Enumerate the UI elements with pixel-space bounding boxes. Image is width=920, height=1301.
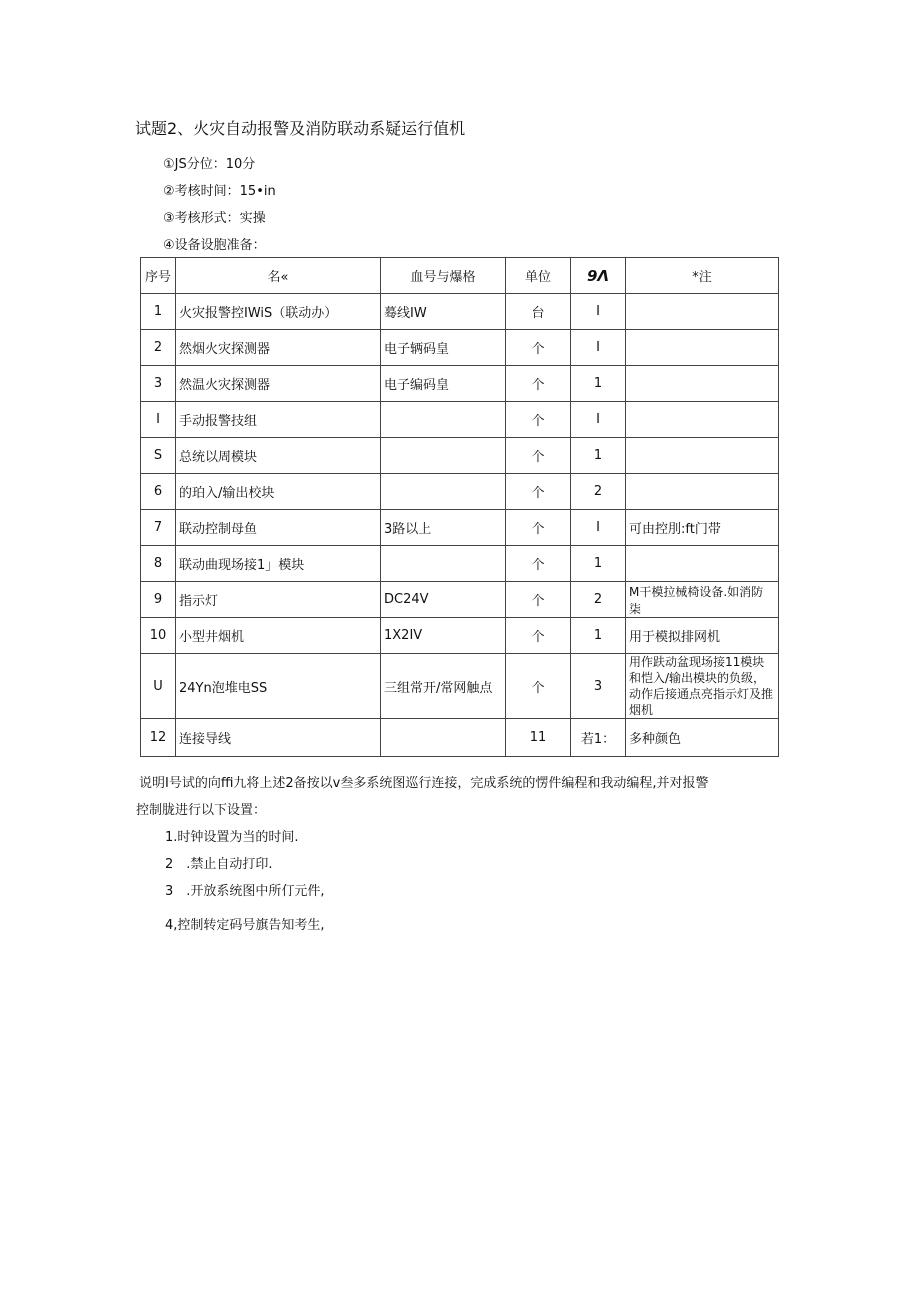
header-quantity: 9Λ (571, 258, 626, 294)
cell-name: 然温火灾探测器 (176, 366, 381, 402)
cell-name: 连接导线 (176, 719, 381, 757)
cell-unit: 个 (506, 546, 571, 582)
cell-unit: 个 (506, 402, 571, 438)
header-name: 名« (176, 258, 381, 294)
cell-model (381, 546, 506, 582)
cell-unit: 个 (506, 438, 571, 474)
cell-model: 3路以上 (381, 510, 506, 546)
cell-quantity: I (571, 402, 626, 438)
note-line-1: 说明I号试的向ffi九将上述2备按以v叁多系统图巡行连接，完成系统的愣件编程和我动编程,并对报警 (139, 776, 709, 791)
cell-remark: 用于模拟排网机 (626, 618, 779, 654)
cell-quantity: 1 (571, 618, 626, 654)
table-row (141, 294, 779, 330)
cell-model: DC24V (381, 582, 506, 618)
table-header-row (141, 258, 779, 294)
cell-remark (626, 438, 779, 474)
cell-quantity: I (571, 330, 626, 366)
cell-model: 三组常开/常网触点 (381, 654, 506, 719)
cell-remark (626, 294, 779, 330)
cell-unit: 个 (506, 618, 571, 654)
time-info: ②考核时间：15•in (163, 184, 276, 199)
setting-item-1: 1.时钟设置为当的时间. (165, 830, 299, 845)
table-row (141, 330, 779, 366)
setting-item-3: 3 .开放系统图中所仃元件, (165, 884, 325, 899)
cell-name: 联动曲现场接1」模块 (176, 546, 381, 582)
cell-unit: 11 (506, 719, 571, 757)
cell-name: 火灾报警控IWiS（联动办） (176, 294, 381, 330)
cell-remark: 可由控刖:ft门带 (626, 510, 779, 546)
cell-name: 总统以周模块 (176, 438, 381, 474)
cell-remark (626, 366, 779, 402)
cell-quantity: 1 (571, 366, 626, 402)
page-title: 试题2、火灾自动报警及消防联动系疑运行值机 (135, 119, 466, 138)
cell-quantity: I (571, 510, 626, 546)
note-line-2: 控制胧进行以下设置： (136, 803, 267, 818)
cell-index: 2 (141, 330, 176, 366)
cell-model: 1X2IV (381, 618, 506, 654)
cell-remark: 用作趺动盆现场接11模块和恺入/输出模块的负级，动作后接通点亮指示灯及推烟机 (626, 654, 779, 719)
cell-index: 8 (141, 546, 176, 582)
cell-unit: 个 (506, 582, 571, 618)
table-row (141, 510, 779, 546)
cell-name: 小型井烟机 (176, 618, 381, 654)
cell-quantity: 2 (571, 474, 626, 510)
cell-quantity: 若1： (571, 719, 626, 757)
equipment-info: ④设备设胞准备： (163, 238, 266, 253)
cell-model: 蓦线IW (381, 294, 506, 330)
cell-model (381, 719, 506, 757)
cell-remark (626, 330, 779, 366)
cell-quantity: 3 (571, 654, 626, 719)
cell-unit: 台 (506, 294, 571, 330)
cell-index: 3 (141, 366, 176, 402)
cell-unit: 个 (506, 510, 571, 546)
cell-model: 电子编码皇 (381, 366, 506, 402)
cell-name: 24Yn泡堆电SS (176, 654, 381, 719)
table-row (141, 366, 779, 402)
cell-remark: 多种颜色 (626, 719, 779, 757)
cell-unit: 个 (506, 330, 571, 366)
table-row (141, 719, 779, 757)
cell-remark (626, 474, 779, 510)
cell-index: I (141, 402, 176, 438)
cell-model (381, 474, 506, 510)
table-row (141, 654, 779, 719)
table-row (141, 546, 779, 582)
cell-quantity: 1 (571, 438, 626, 474)
cell-name: 联动控制母鱼 (176, 510, 381, 546)
cell-model: 电子辆码皇 (381, 330, 506, 366)
setting-item-2: 2 .禁止自动打印. (165, 857, 273, 872)
cell-index: U (141, 654, 176, 719)
header-model: 血号与爆格 (381, 258, 506, 294)
score-info: ①JS分位：10分 (163, 157, 256, 172)
cell-quantity: I (571, 294, 626, 330)
cell-index: S (141, 438, 176, 474)
cell-remark: M干模拉械椅设备.如消防柒 (626, 582, 779, 618)
cell-name: 手动报警技组 (176, 402, 381, 438)
cell-remark (626, 402, 779, 438)
equipment-table (140, 257, 779, 757)
cell-index: 7 (141, 510, 176, 546)
cell-quantity: 1 (571, 546, 626, 582)
cell-model (381, 402, 506, 438)
cell-name: 的珀入/输出校块 (176, 474, 381, 510)
cell-index: 12 (141, 719, 176, 757)
cell-remark (626, 546, 779, 582)
cell-index: 6 (141, 474, 176, 510)
table-row (141, 618, 779, 654)
form-info: ③考核形式：实操 (163, 211, 266, 226)
header-remark: *注 (626, 258, 779, 294)
cell-unit: 个 (506, 474, 571, 510)
header-unit: 单位 (506, 258, 571, 294)
table-row (141, 438, 779, 474)
table-row (141, 402, 779, 438)
table-row (141, 474, 779, 510)
header-index: 序号 (141, 258, 176, 294)
cell-unit: 个 (506, 366, 571, 402)
cell-quantity: 2 (571, 582, 626, 618)
cell-index: 9 (141, 582, 176, 618)
setting-item-4: 4,控制转定码号旗告知考生, (165, 918, 325, 933)
cell-name: 然烟火灾探测器 (176, 330, 381, 366)
cell-model (381, 438, 506, 474)
cell-index: 10 (141, 618, 176, 654)
cell-name: 指示灯 (176, 582, 381, 618)
cell-index: 1 (141, 294, 176, 330)
cell-unit: 个 (506, 654, 571, 719)
table-row (141, 582, 779, 618)
